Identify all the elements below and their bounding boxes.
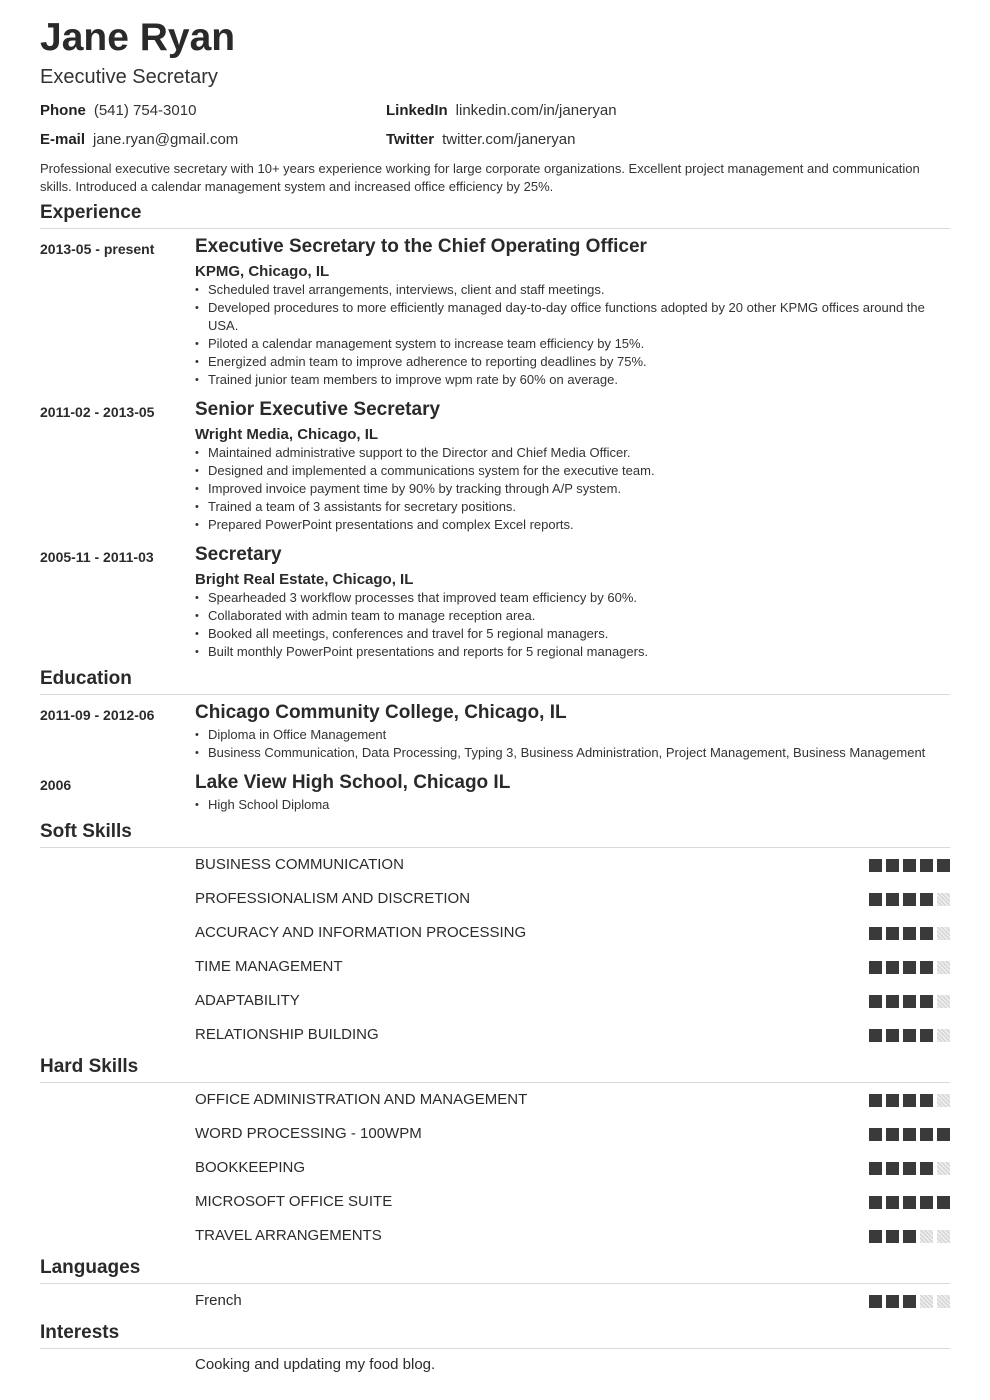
- linkedin-label: LinkedIn: [386, 102, 448, 119]
- rating-dot-empty: [937, 1162, 950, 1175]
- email-link[interactable]: jane.ryan@gmail.com: [93, 131, 239, 148]
- job-bullets: [195, 281, 935, 389]
- rating-dot-filled: [937, 859, 950, 872]
- list-item: • Piloted a calendar management system to increase team efficiency by 15%.: [195, 335, 935, 353]
- rating-dot-filled: [886, 961, 899, 974]
- interests-heading: Interests: [40, 1321, 950, 1349]
- list-item: • Booked all meetings, conferences and travel for 5 regional managers.: [195, 625, 935, 643]
- rating-dot-filled: [920, 1196, 933, 1209]
- list-item: • Improved invoice payment time by 90% by tracking through A/P system.: [195, 480, 935, 498]
- rating-dot-filled: [903, 927, 916, 940]
- skill-name: ACCURACY AND INFORMATION PROCESSING: [195, 924, 527, 941]
- list-item: • Designed and implemented a communications system for the executive team.: [195, 462, 935, 480]
- rating-dot-filled: [869, 995, 882, 1008]
- skill-rating: [869, 995, 950, 1008]
- rating-dot-empty: [937, 893, 950, 906]
- skill-name: OFFICE ADMINISTRATION AND MANAGEMENT: [195, 1091, 528, 1108]
- phone-value: (541) 754-3010: [93, 102, 197, 119]
- education-dates: 2011-09 - 2012-06: [40, 707, 155, 723]
- list-item: • Collaborated with admin team to manage reception area.: [195, 607, 935, 625]
- rating-dot-filled: [903, 1029, 916, 1042]
- rating-dot-filled: [869, 927, 882, 940]
- job-dates: 2013-05 - present: [40, 241, 155, 257]
- twitter-link[interactable]: twitter.com/janeryan: [442, 131, 576, 148]
- rating-dot-filled: [886, 859, 899, 872]
- rating-dot-empty: [937, 1094, 950, 1107]
- skill-row: [195, 1192, 950, 1212]
- job-bullets: [195, 589, 935, 661]
- list-item: • Trained a team of 3 assistants for secretary positions.: [195, 498, 935, 516]
- rating-dot-filled: [920, 927, 933, 940]
- rating-dot-empty: [937, 995, 950, 1008]
- rating-dot-filled: [886, 1230, 899, 1243]
- rating-dot-filled: [937, 1196, 950, 1209]
- skill-name: RELATIONSHIP BUILDING: [195, 1026, 379, 1043]
- list-item: • Prepared PowerPoint presentations and complex Excel reports.: [195, 516, 935, 534]
- rating-dot-filled: [886, 1196, 899, 1209]
- twitter-label: Twitter: [386, 131, 435, 148]
- skill-name: TIME MANAGEMENT: [195, 958, 343, 975]
- rating-dot-filled: [903, 1162, 916, 1175]
- rating-dot-filled: [937, 1128, 950, 1141]
- rating-dot-filled: [869, 1094, 882, 1107]
- rating-dot-filled: [886, 893, 899, 906]
- education-dates: 2006: [40, 777, 72, 793]
- skill-rating: [869, 1128, 950, 1141]
- skill-rating: [869, 1029, 950, 1042]
- skill-rating: [869, 1196, 950, 1209]
- skill-name: TRAVEL ARRANGEMENTS: [195, 1227, 382, 1244]
- list-item: • Spearheaded 3 workflow processes that improved team efficiency by 60%.: [195, 589, 935, 607]
- skill-row: [195, 991, 950, 1011]
- rating-dot-filled: [903, 1094, 916, 1107]
- contact-email: [40, 130, 238, 150]
- rating-dot-filled: [869, 1029, 882, 1042]
- rating-dot-filled: [903, 995, 916, 1008]
- rating-dot-filled: [886, 1295, 899, 1308]
- rating-dot-filled: [920, 1128, 933, 1141]
- rating-dot-empty: [937, 1029, 950, 1042]
- soft-skills-heading: Soft Skills: [40, 820, 950, 848]
- linkedin-link[interactable]: linkedin.com/in/janeryan: [455, 102, 617, 119]
- contact-phone: [40, 101, 196, 121]
- candidate-name: Jane Ryan: [40, 16, 236, 59]
- rating-dot-filled: [886, 1128, 899, 1141]
- rating-dot-filled: [903, 859, 916, 872]
- rating-dot-filled: [903, 1230, 916, 1243]
- school-name: Lake View High School, Chicago IL: [195, 772, 511, 793]
- education-heading: Education: [40, 667, 950, 695]
- skill-row: [195, 1158, 950, 1178]
- skill-row: [195, 1226, 950, 1246]
- rating-dot-filled: [886, 1094, 899, 1107]
- list-item: • Business Communication, Data Processing, Typing 3, Business Administration, Project Management, Business Management: [195, 744, 950, 762]
- rating-dot-filled: [886, 927, 899, 940]
- rating-dot-filled: [886, 995, 899, 1008]
- job-title: Executive Secretary to the Chief Operating Officer: [195, 236, 647, 257]
- rating-dot-filled: [920, 1029, 933, 1042]
- skill-name: BOOKKEEPING: [195, 1159, 306, 1176]
- rating-dot-filled: [869, 1295, 882, 1308]
- rating-dot-filled: [903, 893, 916, 906]
- skill-rating: [869, 1162, 950, 1175]
- job-title: Secretary: [195, 544, 282, 565]
- contact-linkedin: [386, 101, 617, 121]
- rating-dot-filled: [869, 1230, 882, 1243]
- rating-dot-empty: [920, 1295, 933, 1308]
- rating-dot-filled: [920, 961, 933, 974]
- skill-row: [195, 1090, 950, 1110]
- email-label: E-mail: [40, 131, 86, 148]
- phone-label: Phone: [40, 102, 86, 119]
- job-company: Bright Real Estate, Chicago, IL: [195, 571, 414, 588]
- skill-rating: [869, 1094, 950, 1107]
- skill-rating: [869, 893, 950, 906]
- rating-dot-filled: [869, 1162, 882, 1175]
- rating-dot-filled: [886, 1029, 899, 1042]
- experience-heading: Experience: [40, 201, 950, 229]
- skill-name: French: [195, 1292, 242, 1309]
- rating-dot-filled: [869, 893, 882, 906]
- skill-name: ADAPTABILITY: [195, 992, 300, 1009]
- rating-dot-filled: [903, 1128, 916, 1141]
- list-item: • Trained junior team members to improve wpm rate by 60% on average.: [195, 371, 935, 389]
- skill-name: MICROSOFT OFFICE SUITE: [195, 1193, 393, 1210]
- rating-dot-empty: [937, 1295, 950, 1308]
- rating-dot-empty: [937, 927, 950, 940]
- list-item: • Diploma in Office Management: [195, 726, 950, 744]
- interests-text: Cooking and updating my food blog.: [195, 1356, 436, 1373]
- list-item: • Built monthly PowerPoint presentations and reports for 5 regional managers.: [195, 643, 935, 661]
- list-item: • Scheduled travel arrangements, interviews, client and staff meetings.: [195, 281, 935, 299]
- job-bullets: [195, 444, 935, 534]
- rating-dot-filled: [920, 893, 933, 906]
- rating-dot-filled: [869, 859, 882, 872]
- skill-name: WORD PROCESSING - 100WPM: [195, 1125, 422, 1142]
- skill-rating: [869, 1230, 950, 1243]
- skill-row: [195, 923, 950, 943]
- skill-row: [195, 1025, 950, 1045]
- skill-rating: [869, 859, 950, 872]
- rating-dot-empty: [937, 1230, 950, 1243]
- job-company: KPMG, Chicago, IL: [195, 263, 330, 280]
- rating-dot-empty: [920, 1230, 933, 1243]
- rating-dot-filled: [869, 1196, 882, 1209]
- rating-dot-filled: [920, 1162, 933, 1175]
- job-title: Senior Executive Secretary: [195, 399, 441, 420]
- rating-dot-filled: [920, 859, 933, 872]
- list-item: • Developed procedures to more efficiently managed day-to-day office functions adopted by 20 other KPMG offices around the USA.: [195, 299, 935, 335]
- skill-rating: [869, 961, 950, 974]
- education-bullets: [195, 796, 935, 814]
- education-bullets: [195, 726, 950, 762]
- candidate-title: Executive Secretary: [40, 66, 218, 88]
- languages-heading: Languages: [40, 1256, 950, 1284]
- skill-rating: [869, 1295, 950, 1308]
- skill-row: [195, 1124, 950, 1144]
- skill-name: BUSINESS COMMUNICATION: [195, 856, 404, 873]
- job-dates: 2011-02 - 2013-05: [40, 404, 155, 420]
- rating-dot-filled: [903, 1196, 916, 1209]
- job-dates: 2005-11 - 2011-03: [40, 549, 154, 565]
- rating-dot-filled: [903, 1295, 916, 1308]
- skill-row: [195, 855, 950, 875]
- list-item: • Maintained administrative support to the Director and Chief Media Officer.: [195, 444, 935, 462]
- school-name: Chicago Community College, Chicago, IL: [195, 702, 567, 723]
- rating-dot-empty: [937, 961, 950, 974]
- skill-row: [195, 1291, 950, 1311]
- rating-dot-filled: [903, 961, 916, 974]
- rating-dot-filled: [920, 995, 933, 1008]
- skill-name: PROFESSIONALISM AND DISCRETION: [195, 890, 471, 907]
- skill-rating: [869, 927, 950, 940]
- hard-skills-heading: Hard Skills: [40, 1055, 950, 1083]
- rating-dot-filled: [886, 1162, 899, 1175]
- rating-dot-filled: [869, 1128, 882, 1141]
- skill-row: [195, 957, 950, 977]
- list-item: • High School Diploma: [195, 796, 935, 814]
- contact-twitter: [386, 130, 575, 150]
- rating-dot-filled: [920, 1094, 933, 1107]
- profile-summary: Professional executive secretary with 10+ years experience working for large corporate organizations. Excellent project management and communication skills. Introduced a calendar management system and increased office efficiency by 25%.: [40, 161, 920, 194]
- skill-row: [195, 889, 950, 909]
- job-company: Wright Media, Chicago, IL: [195, 426, 379, 443]
- list-item: • Energized admin team to improve adherence to reporting deadlines by 75%.: [195, 353, 935, 371]
- rating-dot-filled: [869, 961, 882, 974]
